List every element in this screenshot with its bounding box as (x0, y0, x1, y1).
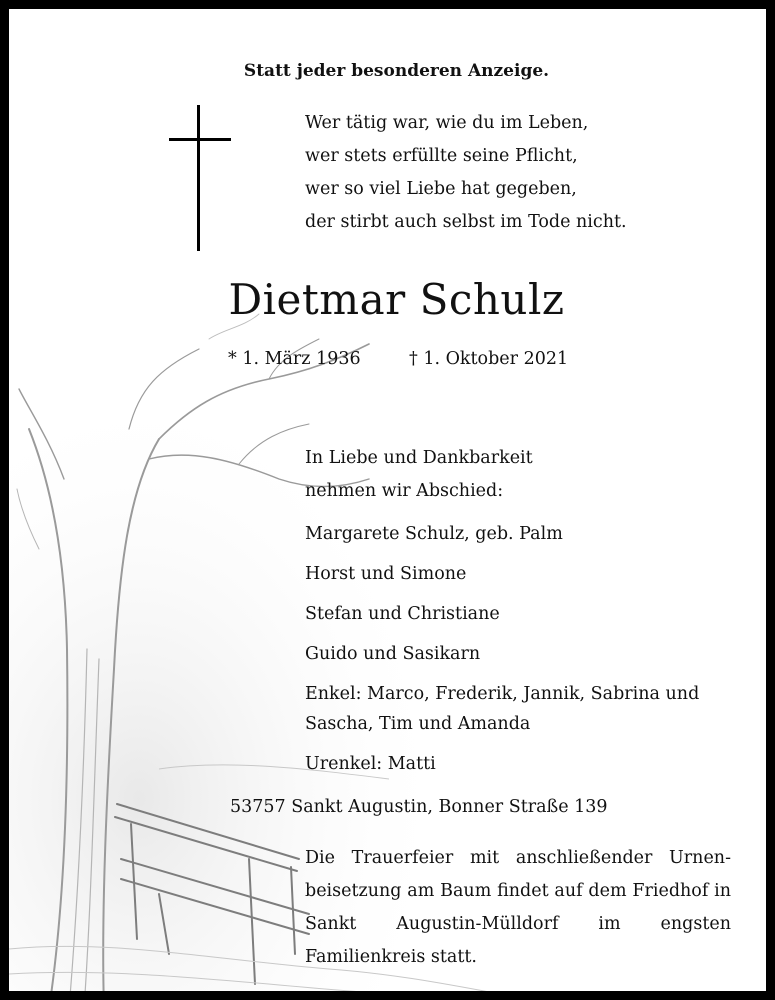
mourner-entry: Margarete Schulz, geb. Palm (305, 524, 563, 544)
poem-line: wer stets erfüllte seine Pflicht, (305, 146, 578, 166)
farewell-line: nehmen wir Abschied: (305, 481, 504, 501)
mourners-list (305, 519, 699, 789)
poem-line: wer so viel Liebe hat gegeben, (305, 179, 577, 199)
address: 53757 Sankt Augustin, Bonner Straße 139 (230, 797, 608, 817)
deceased-name: Dietmar Schulz (228, 275, 565, 324)
cross-icon (169, 105, 231, 251)
poem-line: der stirbt auch selbst im Tode nicht. (305, 212, 627, 232)
farewell-text (305, 442, 533, 508)
mourner-entry: Horst und Simone (305, 564, 467, 584)
birth-date: * 1. März 1936 (228, 349, 361, 369)
mourner-entry: Stefan und Christiane (305, 604, 500, 624)
funeral-notice: Die Trauerfeier mit anschließender Urnen-beisetzung am Baum findet auf dem Friedhof in Sankt Augustin-Mülldorf im engsten Familienkreis statt. (305, 848, 731, 967)
mourner-entry: Guido und Sasikarn (305, 644, 481, 664)
death-date: † 1. Oktober 2021 (409, 349, 569, 369)
mourner-entry: Enkel: Marco, Frederik, Jannik, Sabrina und Sascha, Tim und Amanda (305, 684, 700, 734)
header-notice: Statt jeder besonderen Anzeige. (243, 61, 550, 81)
mourner-entry: Urenkel: Matti (305, 754, 436, 774)
poem-line: Wer tätig war, wie du im Leben, (305, 113, 589, 133)
farewell-line: In Liebe und Dankbarkeit (305, 448, 533, 468)
poem (305, 107, 627, 239)
